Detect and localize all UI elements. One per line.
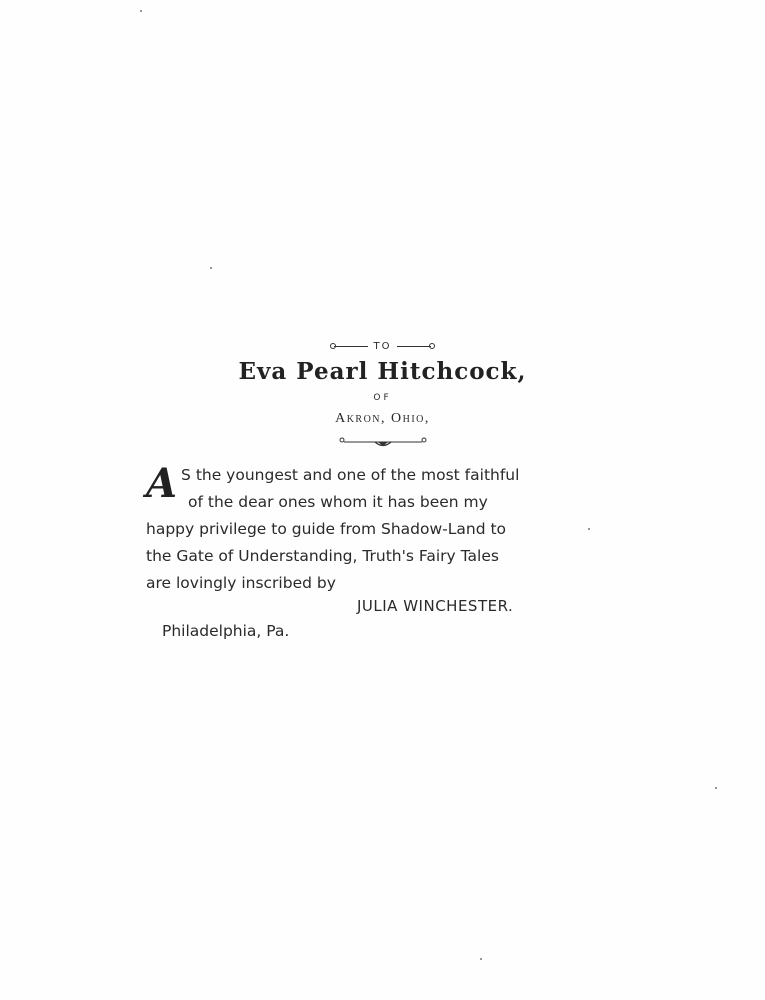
- ornament-divider-icon: [338, 435, 428, 449]
- dedication-line-5: are lovingly inscribed by: [146, 574, 336, 592]
- signature: JULIA WINCHESTER.: [357, 597, 514, 615]
- right-flourish-rule: [397, 346, 431, 347]
- ornament-divider: [0, 435, 765, 449]
- paper-speck: [715, 787, 717, 789]
- paper-speck: [588, 528, 590, 530]
- dedication-line-1-text: S the youngest and one of the most faithful: [181, 466, 520, 484]
- place-line: Philadelphia, Pa.: [162, 622, 290, 640]
- to-line: [0, 338, 765, 354]
- dedication-line-4: the Gate of Understanding, Truth's Fairy Tales: [146, 547, 499, 565]
- paper-speck: [210, 267, 212, 269]
- drop-cap: A: [146, 460, 178, 507]
- of-label: OF: [373, 393, 392, 403]
- dedication-text: [146, 462, 586, 597]
- dedication-line-3: happy privilege to guide from Shadow-Land to: [146, 520, 507, 538]
- left-flourish-rule: [334, 346, 368, 347]
- dedication-line-2: of the dear ones whom it has been my: [188, 493, 488, 511]
- paper-speck: [480, 958, 482, 960]
- dedicatee-name: Eva Pearl Hitchcock,: [238, 358, 527, 385]
- to-label: TO: [373, 340, 392, 352]
- paper-speck: [140, 10, 142, 12]
- dedicatee-city: Akron, Ohio,: [335, 411, 430, 426]
